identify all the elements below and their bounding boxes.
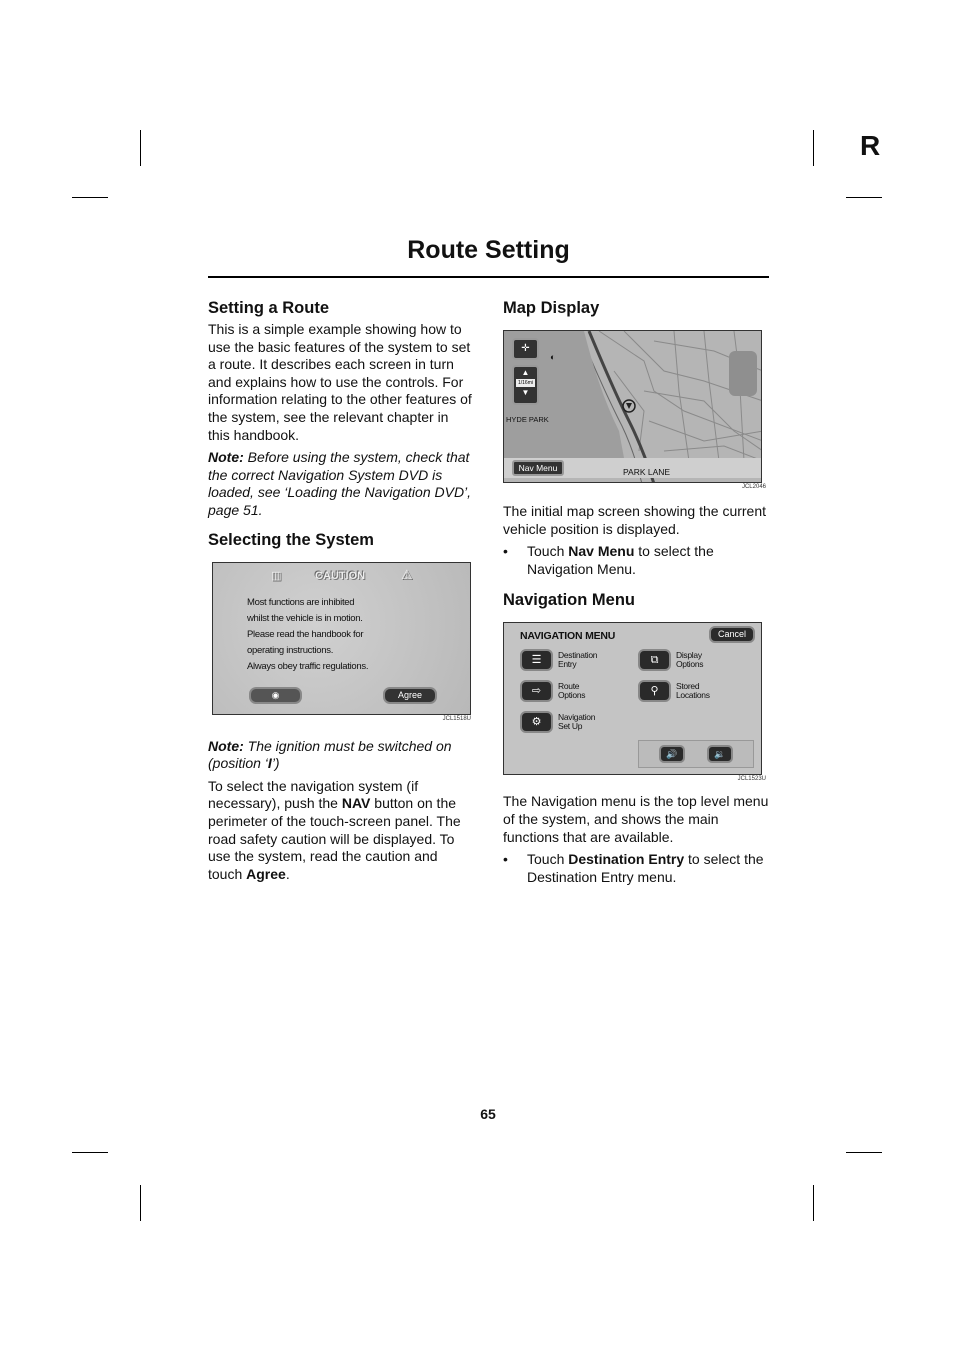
bullet-text: to select the Navigation Menu. [527, 543, 714, 577]
navmenu-bullet [503, 851, 769, 886]
caution-line: operating instructions. [247, 644, 334, 656]
crop-mark [813, 1185, 814, 1221]
label-line: Options [558, 690, 586, 701]
setting-route-heading: Setting a Route [208, 299, 330, 317]
title-rule [208, 276, 769, 278]
map-scale: 1/16mi [517, 380, 533, 386]
ignition-position: I [267, 755, 272, 772]
note-label: Note: [208, 449, 244, 466]
label-line: Entry [558, 659, 577, 670]
destination-entry-button[interactable] [520, 649, 618, 671]
agree-ref: Agree [246, 865, 286, 882]
label-line: Display [676, 649, 702, 660]
navmenu-title: NAVIGATION MENU [520, 630, 616, 643]
caution-line: Most functions are inhibited [247, 596, 355, 608]
destination-entry-label [558, 651, 618, 670]
location-pin-icon: ⚲ [638, 680, 671, 702]
globe-icon: ◉ [271, 689, 280, 700]
note-text: The ignition must be switched on (position ‘ [208, 737, 452, 772]
zoom-in-button[interactable] [514, 367, 537, 379]
vehicle-icon: ◐ [550, 352, 556, 362]
select-text-end: . [285, 865, 290, 882]
selecting-system-heading: Selecting the System [208, 530, 374, 549]
section-letter: R [860, 130, 881, 161]
stored-locations-label [676, 682, 736, 701]
page-title: Route Setting [407, 236, 570, 264]
select-text: To select the navigation system (if necessary), push the [208, 777, 419, 812]
right-column [503, 298, 769, 891]
page-number: 65 [480, 1106, 496, 1122]
label-line: Locations [676, 690, 710, 701]
zoom-out-button[interactable] [514, 387, 537, 399]
crop-mark [140, 1185, 141, 1221]
volume-up-button[interactable] [659, 745, 685, 763]
nav-menu-ref: Nav Menu [568, 543, 635, 560]
route-options-button[interactable] [520, 680, 618, 702]
zoom-control [512, 365, 539, 405]
crop-mark [846, 197, 882, 198]
cancel-button[interactable]: Cancel [709, 626, 755, 643]
note-text-end: ’) [271, 755, 280, 772]
navigation-setup-label [558, 713, 618, 732]
label-line: Set Up [558, 721, 583, 732]
select-system-body [208, 778, 472, 884]
label-line: Destination [558, 649, 598, 660]
navigation-menu-heading: Navigation Menu [503, 591, 636, 610]
warning-icon: ⚠ [401, 566, 413, 582]
compass-button[interactable] [512, 338, 539, 360]
speaker-loud-icon: 🔊 [666, 748, 678, 759]
settings-icon: ⚙ [520, 711, 553, 733]
caution-screen [212, 562, 471, 715]
map-screen [503, 330, 762, 483]
caution-line: Always obey traffic regulations. [247, 660, 369, 672]
route-icon: ⇨ [520, 680, 553, 702]
navigation-setup-button[interactable] [520, 711, 618, 733]
crop-mark [140, 130, 141, 166]
list-icon: ☰ [520, 649, 553, 671]
note-dvd [208, 449, 472, 519]
speaker-quiet-icon: 🔉 [714, 748, 726, 759]
display-options-label [676, 651, 736, 670]
note-label: Note: [208, 737, 244, 754]
map-label-park-lane: PARK LANE [623, 467, 671, 477]
crop-mark [72, 1152, 108, 1153]
caution-title: CAUTION [315, 569, 366, 582]
book-icon: ▥ [271, 569, 282, 582]
bullet-text: to select the Destination Entry menu. [527, 851, 764, 885]
label-line: Navigation [558, 711, 596, 722]
caution-line: whilst the vehicle is in motion. [247, 612, 363, 624]
note-ignition [208, 738, 472, 773]
image-code: JCL2046 [741, 484, 766, 490]
label-line: Options [676, 659, 704, 670]
bullet-text: Touch [527, 851, 569, 868]
caution-line: Please read the handbook for [247, 628, 364, 640]
nav-menu-button[interactable]: Nav Menu [512, 460, 564, 476]
map-bullet [503, 543, 769, 578]
arrow-down-icon: ▼ [521, 388, 530, 397]
select-text: button on the perimeter of the touch-screen panel. The road safety caution will be displayed. To use the system, read the caution and touch [208, 795, 461, 882]
navigation-menu-screen [503, 622, 762, 775]
route-options-label [558, 682, 618, 701]
stored-locations-button[interactable] [638, 680, 736, 702]
image-code: JCL1523U [737, 776, 766, 783]
map-display-body: The initial map screen showing the current vehicle position is displayed. [503, 503, 767, 537]
display-options-button[interactable] [638, 649, 736, 671]
nav-button-ref: NAV [341, 795, 371, 812]
crop-mark [72, 197, 108, 198]
crop-mark [813, 130, 814, 166]
label-line: Route [558, 680, 580, 691]
navigation-menu-body: The Navigation menu is the top level menu of the system, and shows the main functions that are available. [503, 793, 769, 845]
display-icon: ⧉ [638, 649, 671, 671]
setting-route-body: This is a simple example showing how to use the basic features of the system to set a route. It describes each screen in turn and explains how to use the controls. For information relating to the other features of the system, see the relevant chapter in this handbook. [208, 321, 472, 443]
bullet-text: Touch [527, 543, 569, 560]
caution-message [247, 595, 368, 675]
destination-entry-ref: Destination Entry [568, 851, 685, 868]
crop-mark [846, 1152, 882, 1153]
left-column [208, 298, 472, 888]
map-label-hyde-park: HYDE PARK [506, 415, 549, 424]
agree-button[interactable]: Agree [383, 687, 437, 704]
compass-icon: ✛ [521, 343, 530, 354]
volume-down-button[interactable] [707, 745, 733, 763]
note-text: Before using the system, check that the correct Navigation System DVD is loaded, see ‘Loading the Navigation DVD’, page 51. [208, 449, 472, 518]
volume-panel [638, 740, 754, 768]
language-button[interactable] [249, 687, 302, 704]
image-code: JCL1518U [442, 715, 471, 722]
map-display-heading: Map Display [503, 299, 600, 317]
arrow-up-icon: ▲ [521, 368, 530, 377]
label-line: Stored [676, 680, 700, 691]
